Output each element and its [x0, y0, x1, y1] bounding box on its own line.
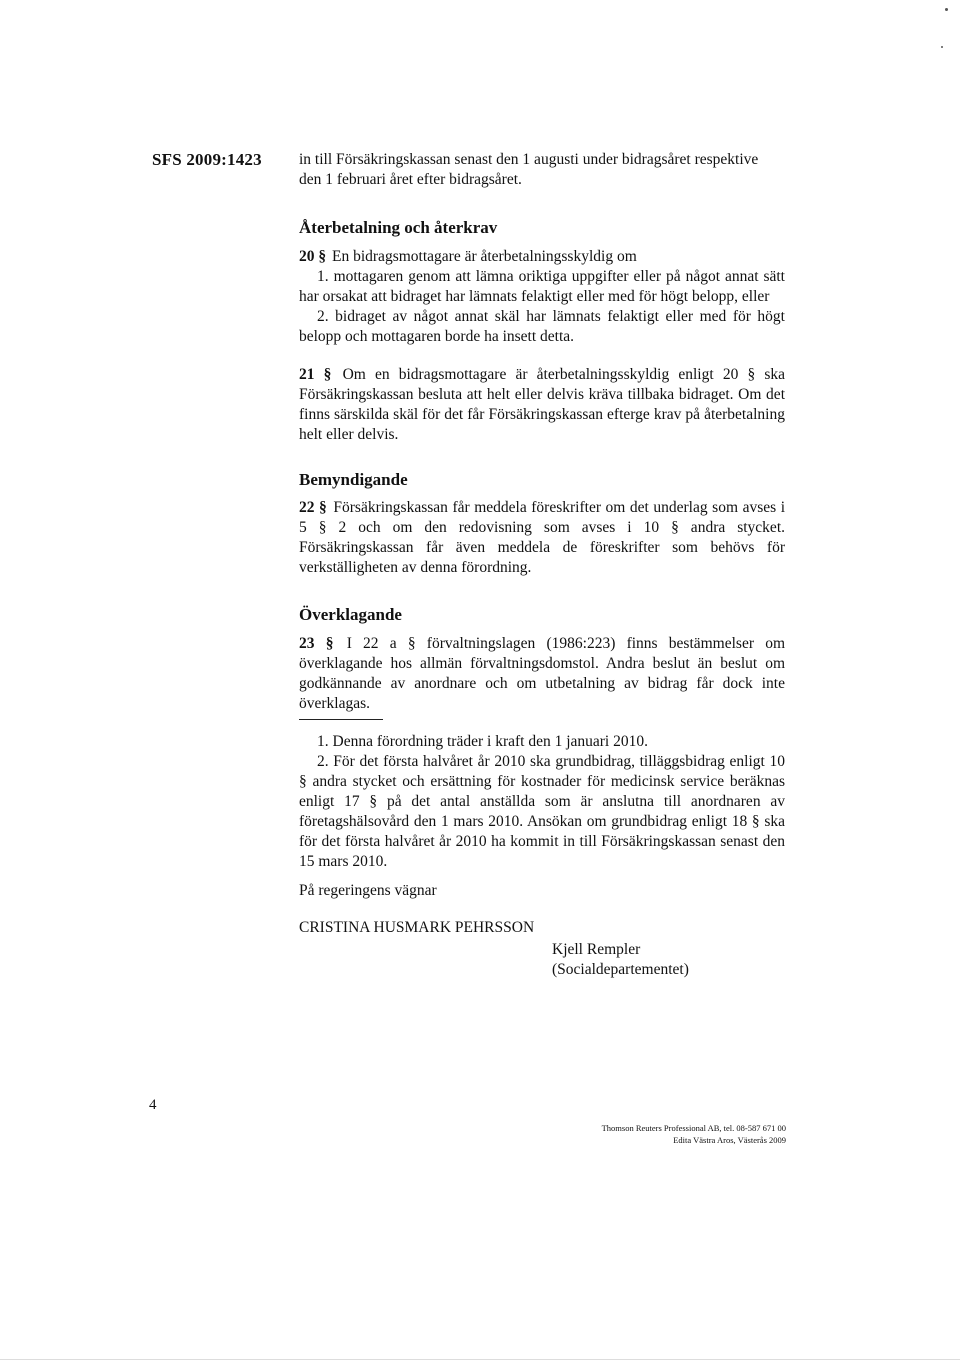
paragraph-23: [299, 634, 785, 714]
intro-line-1: in till Försäkringskassan senast den 1 augusti under bidragsåret respektive: [299, 151, 759, 168]
official-block: [552, 940, 689, 980]
publisher-footer: [602, 1122, 786, 1146]
page-number: 4: [149, 1097, 157, 1113]
publisher-line: Thomson Reuters Professional AB, tel. 08-587 671 00: [601, 1123, 786, 1133]
paragraph-20-item-2: 2. bidraget av något annat skäl har lämnats felaktigt eller med för högt belopp och mottagaren borde ha insett detta.: [299, 308, 785, 345]
paragraph-22-text: Försäkringskassan får meddela föreskrifter om det underlag som avses i 5 § 2 och om den redovisning som avses i 10 § andra stycket. Försäkringskassan får även meddela de föreskrifter som behövs för verkställigheten av denna förordning.: [299, 499, 786, 576]
department-name: (Socialdepartementet): [552, 961, 689, 978]
transitional-provisions: [299, 732, 785, 872]
heading-bemyndigande: Bemyndigande: [299, 470, 408, 489]
minister-name: CRISTINA HUSMARK PEHRSSON: [299, 919, 535, 936]
paragraph-23-text: I 22 a § förvaltningslagen (1986:223) finns bestämmelser om överklagande hos allmän förvaltningsdomstol. Andra beslut än beslut om godkännande av anordnare och om utbetalning av bidrag får dock inte överklagas.: [299, 635, 786, 712]
paragraph-22-number: 22 §: [299, 499, 327, 516]
heading-overklagande: Överklagande: [299, 605, 402, 624]
paragraph-21-text: Om en bidragsmottagare är återbetalningsskyldig enligt 20 § ska Försäkringskassan besluta att helt eller delvis kräva tillbaka bidraget. Om det finns särskilda skäl för det får Försäkringskassan efterge krav på återbetalning helt eller delvis.: [299, 366, 786, 443]
heading-aterbetalning: Återbetalning och återkrav: [299, 218, 498, 237]
paragraph-21-number: 21 §: [299, 366, 332, 383]
intro-text: [299, 150, 785, 190]
intro-line-2: den 1 februari året efter bidragsåret.: [299, 171, 522, 188]
paragraph-23-number: 23 §: [299, 635, 334, 652]
paragraph-21: [299, 365, 785, 445]
scan-speck: [945, 8, 948, 11]
paragraph-20-item-1: 1. mottagaren genom att lämna oriktiga uppgifter eller på något annat sätt har orsakat att bidraget har lämnats felaktigt eller med för högt belopp, eller: [299, 268, 785, 305]
paragraph-20: [299, 247, 785, 347]
transitional-divider: [299, 719, 383, 720]
scan-edge-line: [0, 1359, 960, 1360]
printer-line: Edita Västra Aros, Västerås 2009: [673, 1135, 786, 1145]
official-name: Kjell Rempler: [552, 941, 641, 958]
transitional-1: 1. Denna förordning träder i kraft den 1 januari 2010.: [317, 733, 648, 750]
transitional-2: 2. För det första halvåret år 2010 ska grundbidrag, tilläggsbidrag enligt 10 § andra stycket och ersättning för kostnader för medicinsk service beräknas enligt 17 § på det antal anställda som är anslutna till anordnaren av företagshälsovård den 1 mars 2010. Ansökan om grundbidrag enligt 18 § ska för det första halvåret år 2010 ha kommit in till Försäkringskassan senast den 15 mars 2010.: [299, 753, 785, 870]
signature-line: På regeringens vägnar: [299, 882, 437, 899]
paragraph-20-number: 20 §: [299, 248, 327, 265]
paragraph-20-text: En bidragsmottagare är återbetalningsskyldig om: [332, 248, 637, 265]
paragraph-22: [299, 498, 785, 578]
sfs-number: SFS 2009:1423: [152, 150, 262, 169]
scan-speck: [941, 46, 943, 48]
